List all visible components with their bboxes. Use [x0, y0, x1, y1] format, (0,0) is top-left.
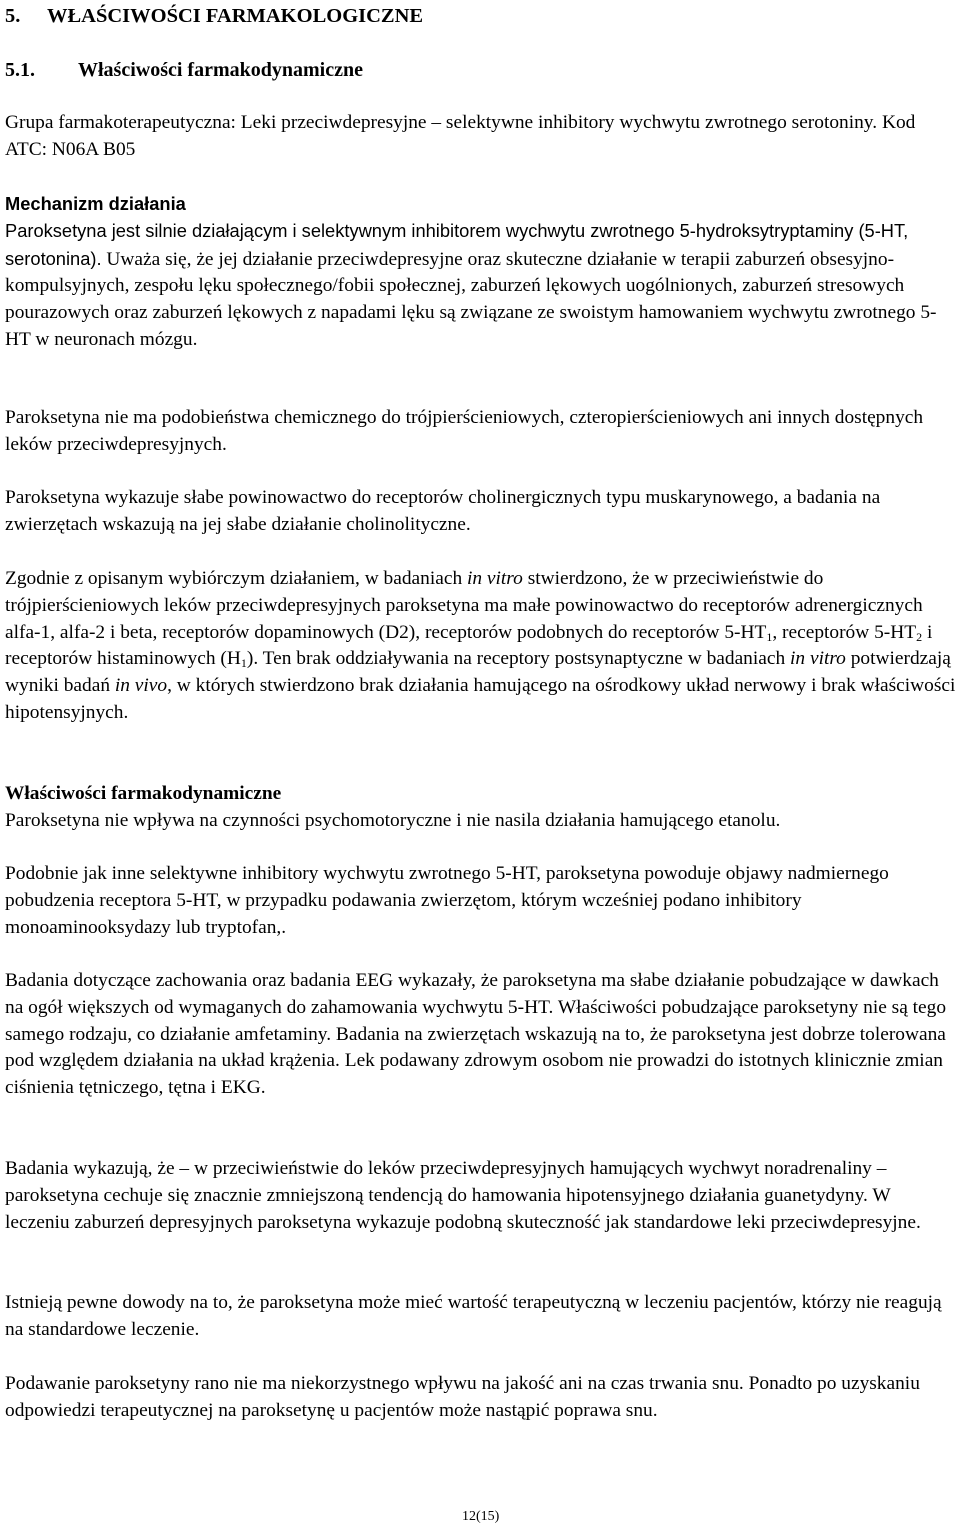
italic-term: in vitro: [467, 568, 523, 589]
text-run: , w których stwierdzono brak działania hamującego na ośrodkowy układ nerwowy i brak właściwości hipotensyjnych.: [5, 675, 956, 723]
paragraph-tricyclic: Paroksetyna nie ma podobieństwa chemicznego do trójpierścieniowych, czteropierścieniowych ani innych dostępnych leków przeciwdepresyjnych.: [5, 407, 924, 455]
section-title: WŁAŚCIWOŚCI FARMAKOLOGICZNE: [47, 5, 424, 27]
subsection-heading: [5, 57, 363, 84]
mechanism-heading: Mechanizm działania: [5, 193, 186, 214]
text-run: i receptorów histaminowych (H: [5, 621, 933, 670]
italic-term: in vivo: [114, 675, 168, 697]
subscript: 2: [916, 629, 923, 644]
pharmacodynamics-section: [5, 781, 958, 835]
italic-term: in vitro: [790, 648, 846, 670]
pharmacodynamics-text: Paroksetyna nie wpływa na czynności psychomotoryczne i nie nasila działania hamującego etanolu.: [5, 809, 781, 831]
text-run: ). Ten brak oddziaływania na receptory postsynaptyczne w badaniach: [246, 648, 791, 670]
subscript: 1: [766, 629, 773, 644]
pharmacodynamics-heading: Właściwości farmakodynamiczne: [5, 783, 282, 804]
paragraph-eeg: Badania dotyczące zachowania oraz badania EEG wykazały, że paroksetyna ma słabe działanie pobudzające w dawkach na ogół większych od wymaganych do zahamowania wychwytu 5-HT. Właściwości pobudzające paroksetyny nie są tego samego rodzaju, co działanie amfetaminy. Badania na zwierzętach wskazują na to, że paroksetyna jest dobrze tolerowana pod względem działania na układ krążenia. Lek podawany zdrowym osobom nie prowadzi do istotnych klinicznie zmian ciśnienia tętniczego, tętna i EKG.: [5, 970, 947, 1099]
text-run: Zgodnie z opisanym wybiórczym działaniem, w badaniach: [5, 568, 467, 589]
mechanism-text-serif: Uważa się, że jej działanie przeciwdepresyjne oraz skuteczne działanie w terapii zaburzeń obsesyjno-kompulsyjnych, zespołu lęku społecznego/fobii społecznej, zaburzeń lękowych uogólnionych, zaburzeń stresowych pourazowych oraz zaburzeń lękowych z napadami lęku są związane ze swoistym hamowaniem wychwytu zwrotnego 5-HT w neuronach mózgu.: [5, 248, 937, 350]
paragraph-evidence: Istnieją pewne dowody na to, że paroksetyna może mieć wartość terapeutyczną w leczeniu pacjentów, którzy nie reagują na standardowe leczenie.: [5, 1292, 942, 1340]
section-heading: [5, 3, 423, 30]
mechanism-text: [5, 218, 958, 354]
page-number: 12(15): [462, 1509, 500, 1524]
subsection-title: Właściwości farmakodynamiczne: [78, 59, 363, 81]
pharmacotherapeutic-group: Grupa farmakoterapeutyczna: Leki przeciwdepresyjne – selektywne inhibitory wychwytu zwrotnego serotoniny. Kod ATC: N06A B05: [5, 112, 916, 160]
subsection-number: 5.1.: [5, 59, 35, 81]
text-run: stwierdzono, że w przeciwieństwie do trójpierścieniowych leków przeciwdepresyjnych paroksetyna ma małe powinowactwo do receptorów adrenergicznych alfa-1, alfa-2 i beta, receptorów dopaminowych (D2), receptorów podobnych do receptorów 5-HT: [5, 568, 923, 643]
text-run: , receptorów 5-HT: [772, 621, 917, 643]
subscript: 1: [240, 656, 247, 671]
text-run: potwierdzają wyniki badań: [5, 648, 951, 697]
section-number: 5.: [5, 5, 21, 27]
mechanism-text-sans: Paroksetyna jest silnie działającym i selektywnym inhibitorem wychwytu zwrotnego 5-hydroksytryptaminy (5-HT, serotonina).: [5, 219, 909, 269]
paragraph-noradrenaline: Badania wykazują, że – w przeciwieństwie do leków przeciwdepresyjnych hamujących wychwyt noradrenaliny – paroksetyna cechuje się znacznie zmniejszoną tendencją do hamowania hipotensyjnego działania guanetydyny. W leczeniu zaburzeń depresyjnych paroksetyna wykazuje podobną skuteczność jak standardowe leki przeciwdepresyjne.: [5, 1158, 921, 1233]
paragraph-maoi: Podobnie jak inne selektywne inhibitory wychwytu zwrotnego 5-HT, paroksetyna powoduje objawy nadmiernego pobudzenia receptora 5-HT, w przypadku podawania zwierzętom, którym wcześniej podano inhibitory monoaminooksydazy lub tryptofan,.: [5, 863, 889, 938]
mechanism-section: [5, 191, 958, 354]
paragraph-sleep: Podawanie paroksetyny rano nie ma niekorzystnego wpływu na jakość ani na czas trwania snu. Ponadto po uzyskaniu odpowiedzi terapeutycznej na paroksetynę u pacjentów może nastąpić poprawa snu.: [5, 1373, 920, 1421]
paragraph-muscarinic: Paroksetyna wykazuje słabe powinowactwo do receptorów cholinergicznych typu muskarynowego, a badania na zwierzętach wskazują na jej słabe działanie cholinolityczne.: [5, 487, 881, 535]
paragraph-in-vitro: [5, 566, 958, 727]
